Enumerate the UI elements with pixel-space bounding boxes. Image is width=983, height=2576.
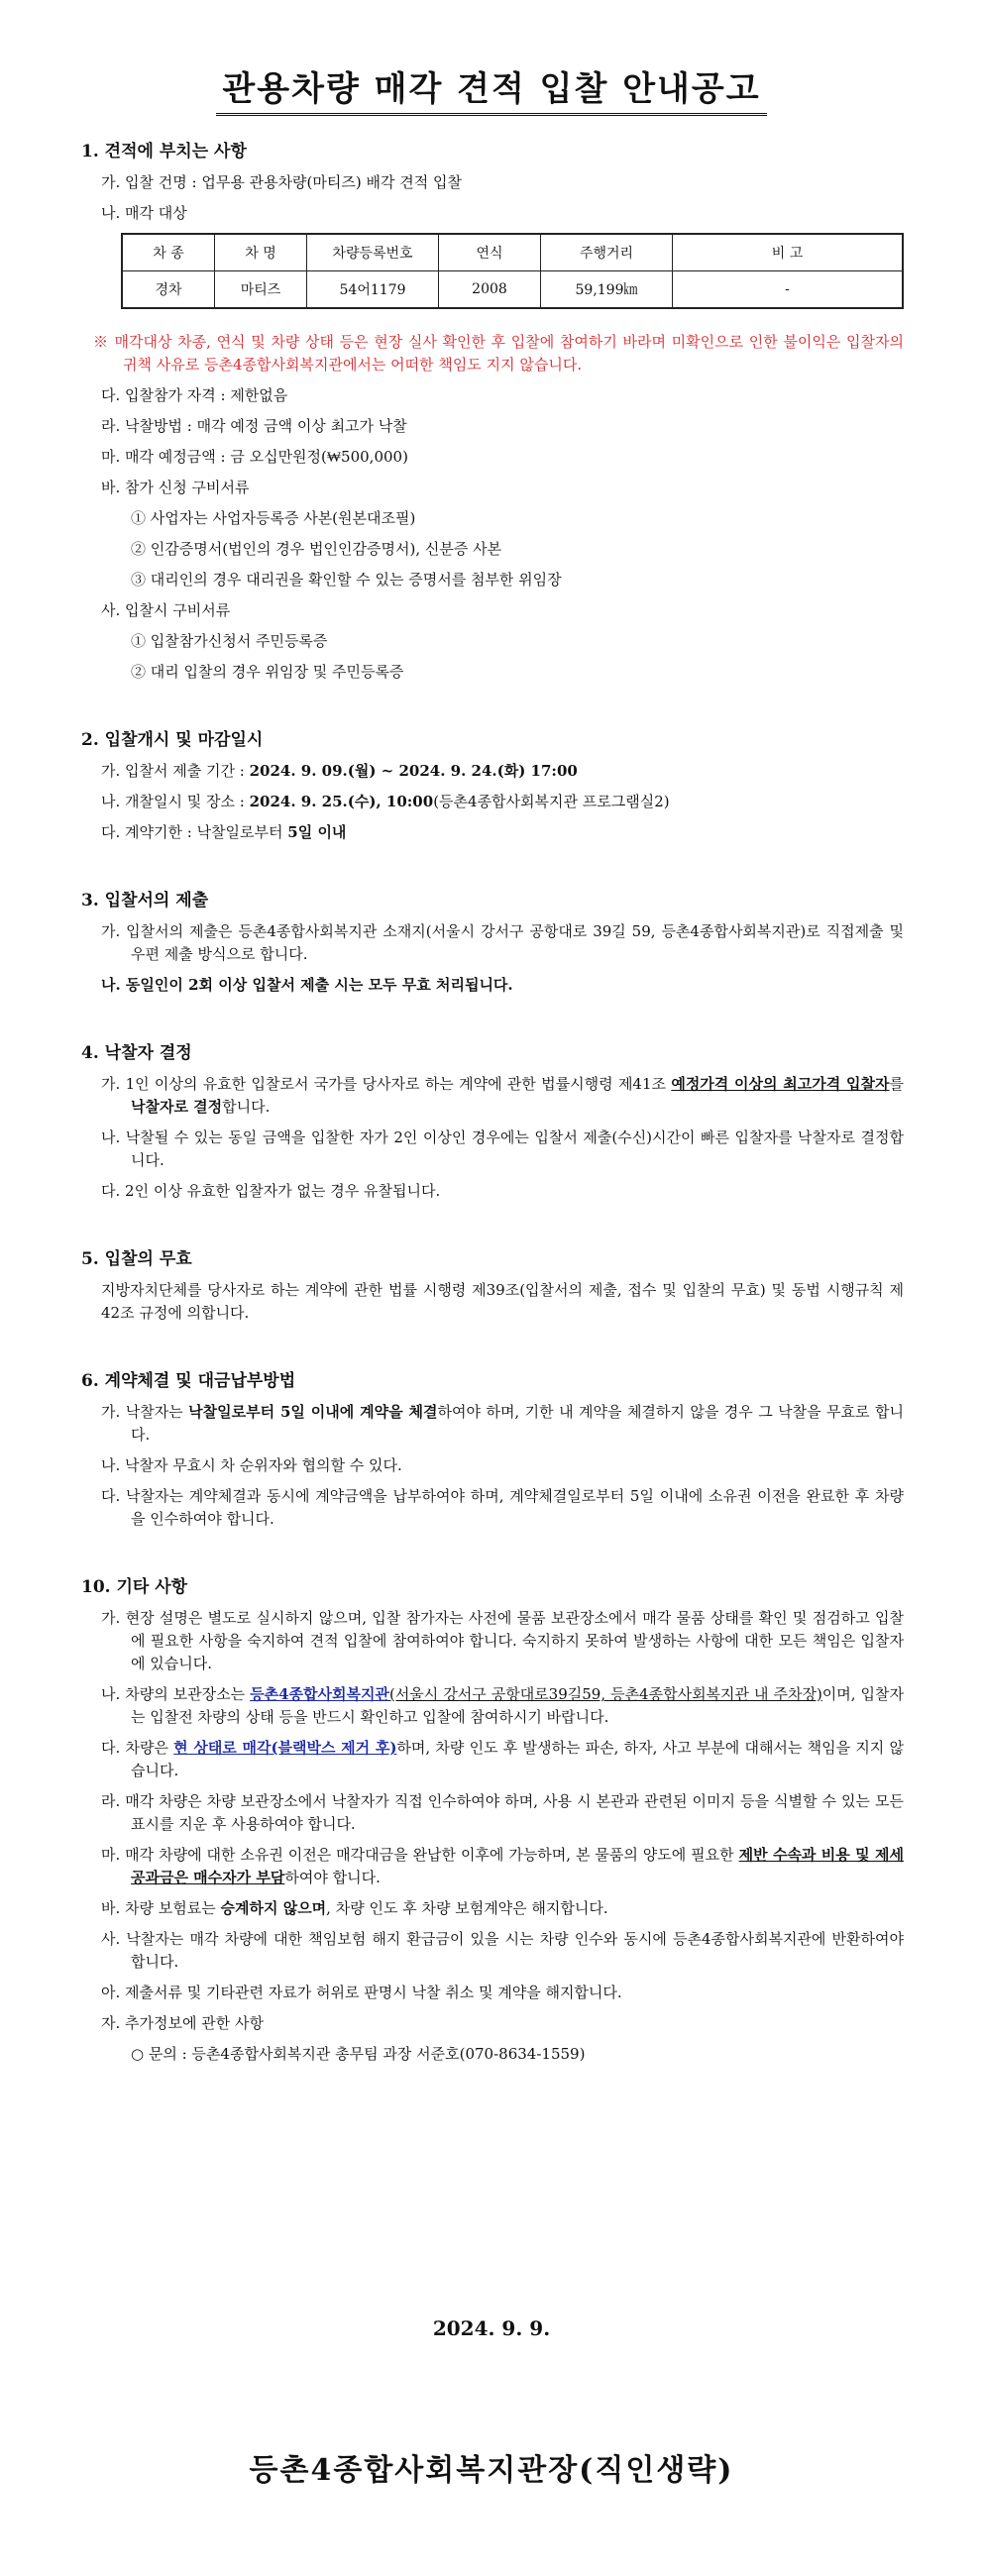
s6-item-ga: 가. 낙찰자는 낙찰일로부터 5일 이내에 계약을 체결하여야 하며, 기한 내 계약을 체결하지 않을 경우 그 낙찰을 무효로 합니다. [101, 1403, 904, 1444]
s1-item-na: 나. 매각 대상 [101, 204, 187, 222]
warning-notice: ※ 매각대상 차종, 연식 및 차량 상태 등은 현장 실사 확인한 후 입찰에 참여하기 바라며 미확인으로 인한 불이익은 입찰자의 귀책 사유로 등촌4종합사회복지관에서는 어떠한 책임도 지지 않습니다. [93, 333, 904, 374]
s1-ba-doc-2: ② 인감증명서(법인의 경우 법인인감증명서), 신분증 사본 [131, 540, 502, 558]
s1-item-ma: 마. 매각 예정금액 : 금 오십만원정(₩500,000) [101, 448, 408, 466]
section-3-heading: 3. 입찰서의 제출 [81, 891, 209, 911]
col-remarks: 비 고 [673, 234, 904, 271]
s10-item-na: 나. 차량의 보관장소는 등촌4종합사회복지관(서울시 강서구 공항대로39길59, 등촌4종합사회복지관 내 주차장)이며, 입찰자는 입찰전 차량의 상태 등을 반드시 확인하고 입찰에 참여하시기 바랍니다. [101, 1685, 904, 1726]
table-row [122, 271, 903, 309]
section-2-heading: 2. 입찰개시 및 마감일시 [81, 730, 264, 750]
s1-item-ba: 바. 참가 신청 구비서류 [101, 479, 250, 496]
s3-item-ga: 가. 입찰서의 제출은 등촌4종합사회복지관 소재지(서울시 강서구 공항대로 39길 59, 등촌4종합사회복지관)로 직접제출 및 우편 제출 방식으로 합니다. [101, 922, 904, 963]
s2-item-da: 다. 계약기한 : 낙찰일로부터 5일 이내 [101, 823, 347, 841]
section-4-heading: 4. 낙찰자 결정 [81, 1043, 192, 1063]
col-reg-number: 차량등록번호 [307, 234, 439, 271]
col-year: 연식 [439, 234, 541, 271]
vehicle-table-header [122, 234, 903, 271]
cell-reg-number: 54어1179 [307, 271, 439, 309]
s10-item-ma: 마. 매각 차량에 대한 소유권 이전은 매각대금을 완납한 이후에 가능하며, 본 물품의 양도에 필요한 제반 수속과 비용 및 제세공과금은 매수자가 부담하여야 합니다. [101, 1846, 905, 1886]
cell-remarks: - [673, 271, 904, 309]
vehicle-table [121, 233, 904, 309]
s1-sa-doc-1: ① 입찰참가신청서 주민등록증 [131, 632, 328, 650]
s5-body: 지방자치단체를 당사자로 하는 계약에 관한 법률 시행령 제39조(입찰서의 제출, 접수 및 입찰의 무효) 및 동법 시행규칙 제42조 규정에 의합니다. [101, 1281, 904, 1322]
section-5-heading: 5. 입찰의 무효 [81, 1249, 192, 1269]
s1-ba-doc-3: ③ 대리인의 경우 대리권을 확인할 수 있는 증명서를 첨부한 위임장 [131, 571, 562, 589]
s1-sa-doc-2: ② 대리 입찰의 경우 위임장 및 주민등록증 [131, 663, 404, 681]
s4-item-ga: 가. 1인 이상의 유효한 입찰로서 국가를 당사자로 하는 계약에 관한 법률시행령 제41조 예정가격 이상의 최고가격 입찰자를 낙찰자로 결정합니다. [101, 1075, 904, 1116]
notice-body [81, 137, 904, 2074]
s10-item-ja: 자. 추가정보에 관한 사항 [101, 2014, 264, 2032]
col-name: 차 명 [215, 234, 307, 271]
s4-item-da: 다. 2인 이상 유효한 입찰자가 없는 경우 유찰됩니다. [101, 1182, 441, 1200]
s1-item-ga: 가. 입찰 건명 : 업무용 관용차량(마티즈) 배각 견적 입찰 [101, 173, 462, 191]
cell-name: 마티즈 [215, 271, 307, 309]
section-6-heading: 6. 계약체결 및 대금납부방법 [81, 1371, 296, 1391]
cell-mileage: 59,199㎞ [541, 271, 673, 309]
s6-item-na: 나. 낙찰자 무효시 차 순위자와 협의할 수 있다. [101, 1456, 402, 1474]
s10-item-da: 다. 차량은 현 상태로 매각(블랙박스 제거 후)하며, 차량 인도 후 발생하는 파손, 하자, 사고 부분에 대해서는 책임을 지지 않습니다. [101, 1739, 904, 1779]
page-title: 관용차량 매각 견적 입찰 안내공고 [0, 61, 983, 110]
notice-date: 2024. 9. 9. [432, 2316, 551, 2340]
s3-item-na: 나. 동일인이 2회 이상 입찰서 제출 시는 모두 무효 처리됩니다. [101, 976, 513, 994]
s4-item-na: 나. 낙찰될 수 있는 동일 금액을 입찰한 자가 2인 이상인 경우에는 입찰서 제출(수신)시간이 빠른 입찰자를 낙찰자로 결정합니다. [101, 1128, 904, 1169]
issuer-signature: 등촌4종합사회복지관장(직인생략) [249, 2453, 734, 2488]
col-mileage: 주행거리 [541, 234, 673, 271]
s2-item-ga: 가. 입찰서 제출 기간 : 2024. 9. 09.(월) ~ 2024. 9. 24.(화) 17:00 [101, 762, 578, 780]
cell-year: 2008 [439, 271, 541, 309]
s1-item-ra: 라. 낙찰방법 : 매각 예정 금액 이상 최고가 낙찰 [101, 417, 407, 435]
s10-item-ra: 라. 매각 차량은 차량 보관장소에서 낙찰자가 직접 인수하여야 하며, 사용 시 본관과 관련된 이미지 등을 식별할 수 있는 모든 표시를 지운 후 사용하여야 합니다. [101, 1792, 904, 1833]
s6-item-da: 다. 낙찰자는 계약체결과 동시에 계약금액을 납부하여야 하며, 계약체결일로부터 5일 이내에 소유권 이전을 완료한 후 차량을 인수하여야 합니다. [101, 1487, 904, 1528]
s10-item-a: 아. 제출서류 및 기타관련 자료가 허위로 판명시 낙찰 취소 및 계약을 해지합니다. [101, 1984, 622, 2001]
s1-ba-doc-1: ① 사업자는 사업자등록증 사본(원본대조필) [131, 509, 416, 527]
s10-item-sa: 사. 낙찰자는 매각 차량에 대한 책임보험 해지 환급금이 있을 시는 차량 인수와 동시에 등촌4종합사회복지관에 반환하여야 합니다. [101, 1930, 904, 1971]
s10-item-ba: 바. 차량 보험료는 승계하지 않으며, 차량 인도 후 차량 보험계약은 해지합니다. [101, 1899, 608, 1917]
s1-item-sa: 사. 입찰시 구비서류 [101, 601, 231, 619]
s1-item-da: 다. 입찰참가 자격 : 제한없음 [101, 386, 288, 404]
storage-location-link: 등촌4종합사회복지관 [250, 1685, 389, 1703]
section-10-heading: 10. 기타 사항 [81, 1577, 188, 1597]
s10-item-ga: 가. 현장 설명은 별도로 실시하지 않으며, 입찰 참가자는 사전에 물품 보관장소에서 매각 물품 상태를 확인 및 점검하고 입찰에 필요한 사항을 숙지하여 견적 입찰에 참여하여야 합니다. 숙지하지 못하여 발생하는 사항에 대한 모든 책임은 입찰자에 있습니다. [101, 1609, 904, 1672]
section-1-heading: 1. 견적에 부치는 사항 [81, 142, 247, 161]
contact-info: ○ 문의 : 등촌4종합사회복지관 총무팀 과장 서준호(070-8634-1559) [131, 2045, 586, 2063]
col-type: 차 종 [122, 234, 215, 271]
s2-item-na: 나. 개찰일시 및 장소 : 2024. 9. 25.(수), 10:00(등촌4종합사회복지관 프로그램실2) [101, 793, 670, 810]
cell-type: 경차 [122, 271, 215, 309]
